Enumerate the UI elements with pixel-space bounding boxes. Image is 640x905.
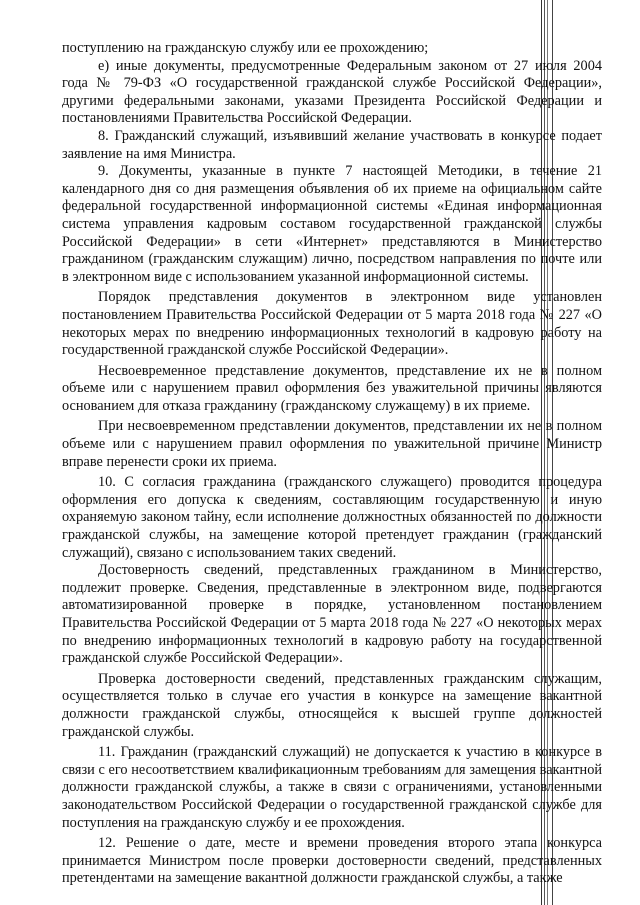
paragraph-10: 10. С согласия гражданина (гражданского служащего) проводится процедура оформления его допуска к сведениям, составляющим государственную и иную охраняемую законом тайну, если исполнение должностных обязанностей по должности гражданской службы, на замещение которой претендует гражданин (гражданский служащий), связано с использованием таких сведений. — [62, 474, 602, 561]
paragraph-9: 9. Документы, указанные в пункте 7 настоящей Методики, в течение 21 календарного дня со дня размещения объявления об их приеме на официальном сайте федеральной государственной информационной системы «Единая информационная система управления кадровым составом государственной гражданской службы Российской Федерации» в сети «Интернет» представляются в Министерство гражданином (гражданским служащим) лично, посредством направления по почте или в электронном виде с использованием указанной информационной системы. — [62, 163, 602, 285]
paragraph-verification-scope: Проверка достоверности сведений, представленных гражданским служащим, осуществляется только в случае его участия в конкурсе на замещение вакантной должности гражданской службы, относящейся к высшей группе должностей гражданской службы. — [62, 670, 602, 740]
document-page — [62, 40, 602, 888]
paragraph-continuation: поступлению на гражданскую службу или ее прохождению; — [62, 40, 429, 56]
paragraph-deadline-transfer: При несвоевременном представлении документов, представлении их не в полном объеме или с нарушением правил оформления по уважительной причине Министр вправе перенести сроки их приема. — [62, 418, 602, 470]
paragraph-11: 11. Гражданин (гражданский служащий) не допускается к участию в конкурсе в связи с его несоответствием квалификационным требованиям для замещения вакантной должности гражданской службы, а также в связи с ограничениями, установленными законодательством Российской Федерации о государственной гражданской службе для поступления на гражданскую службу и ее прохождения. — [62, 744, 602, 831]
paragraph-8: 8. Гражданский служащий, изъявивший желание участвовать в конкурсе подает заявление на имя Министра. — [62, 127, 602, 162]
paragraph-item-e: е) иные документы, предусмотренные Федеральным законом от 27 июля 2004 года № 79-ФЗ «О государственной гражданской службе Российской Федерации», другими федеральными законами, указами Президента Российской Федерации и постановлениями Правительства Российской Федерации. — [62, 57, 602, 127]
paragraph-verification: Достоверность сведений, представленных гражданином в Министерство, подлежит проверке. Сведения, представленные в электронном виде, подвергаются автоматизированной проверке в порядке, установленном постановлением Правительства Российской Федерации от 5 марта 2018 года № 227 «О некоторых мерах по внедрению информационных технологий в кадровую работу на государственной гражданской службе Российской Федерации». — [62, 562, 602, 667]
paragraph-12: 12. Решение о дате, месте и времени проведения второго этапа конкурса принимается Министром после проверки достоверности сведений, представленных претендентами на замещение вакантной должности гражданской службы, а также — [62, 835, 602, 887]
paragraph-electronic-order: Порядок представления документов в электронном виде установлен постановлением Правительства Российской Федерации от 5 марта 2018 года № 227 «О некоторых мерах по внедрению информационных технологий в кадровую работу на государственной гражданской службе Российской Федерации». — [62, 289, 602, 359]
paragraph-late-submission: Несвоевременное представление документов, представление их не в полном объеме или с нарушением правил оформления без уважительной причины являются основанием для отказа гражданину (гражданскому служащему) в их приеме. — [62, 362, 602, 414]
